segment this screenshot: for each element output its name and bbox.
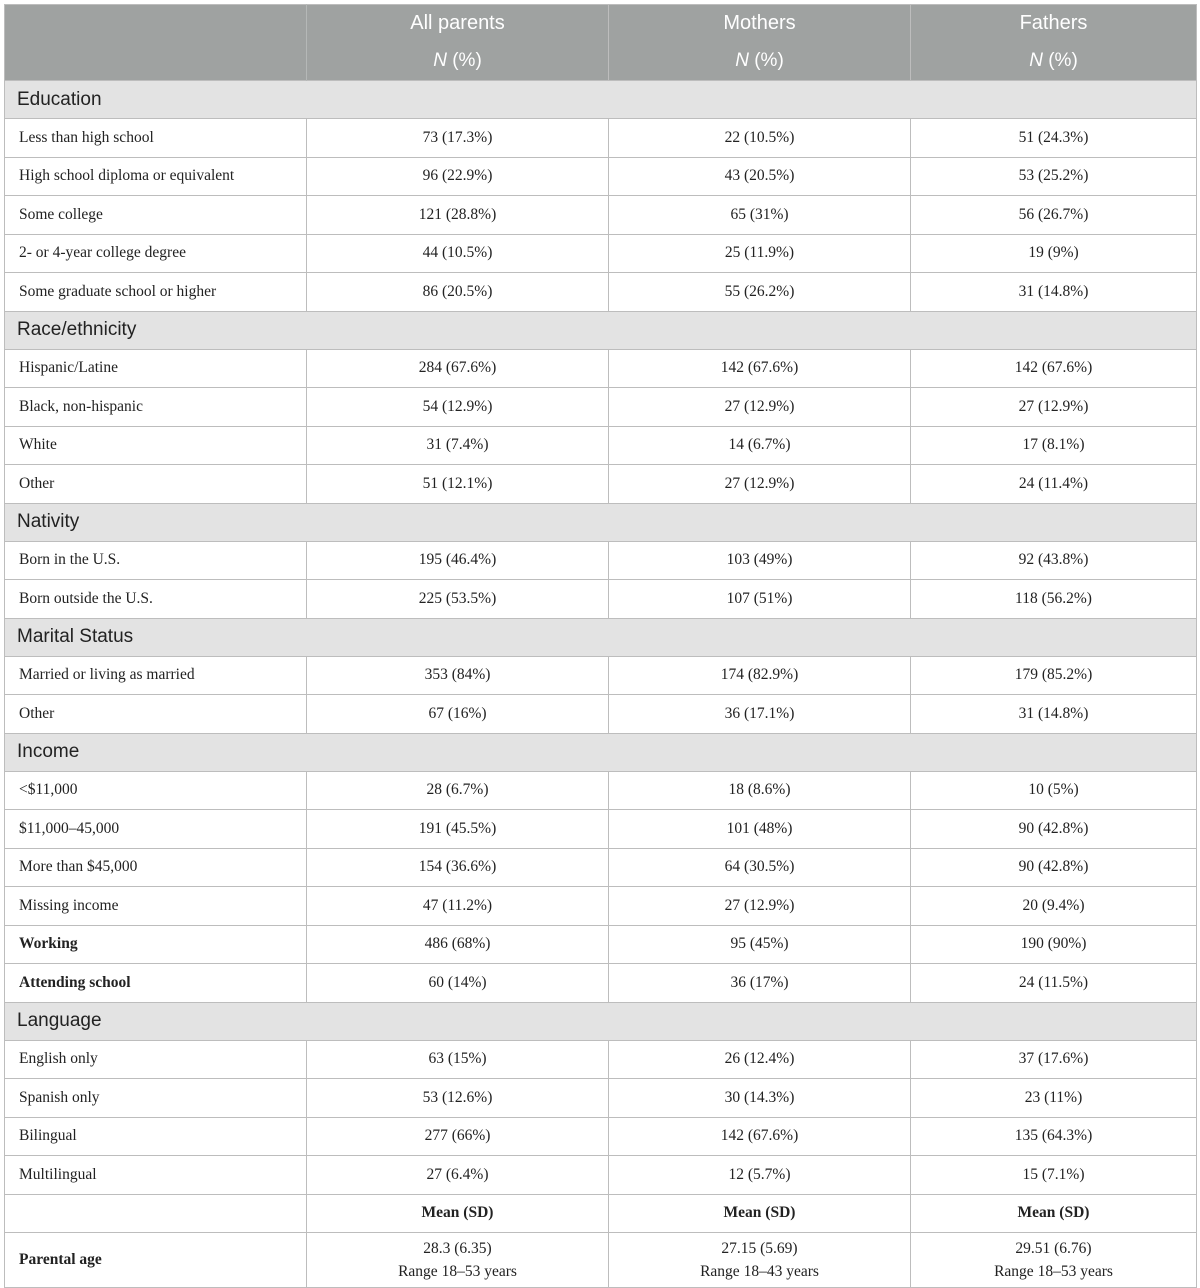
row-label: Missing income <box>5 887 307 926</box>
table-row <box>5 580 1197 619</box>
age-range: Range 18–43 years <box>700 1263 819 1280</box>
section-header-income <box>5 733 1197 771</box>
table-row <box>5 426 1197 465</box>
row-label: $11,000–45,000 <box>5 810 307 849</box>
table-row-working <box>5 925 1197 964</box>
row-label: Married or living as married <box>5 656 307 695</box>
row-label: Working <box>5 925 307 964</box>
table-header <box>5 5 1197 81</box>
cell-mothers: 142 (67.6%) <box>609 349 911 388</box>
row-label: Some graduate school or higher <box>5 273 307 312</box>
table-row <box>5 695 1197 734</box>
cell-mothers: 64 (30.5%) <box>609 848 911 887</box>
mean-sd-header-row <box>5 1194 1197 1233</box>
row-label: More than $45,000 <box>5 848 307 887</box>
cell-fathers <box>911 1233 1197 1288</box>
cell-all: 195 (46.4%) <box>307 541 609 580</box>
table-row <box>5 465 1197 504</box>
cell-mothers: 14 (6.7%) <box>609 426 911 465</box>
blank-cell <box>5 1194 307 1233</box>
cell-mothers: 26 (12.4%) <box>609 1040 911 1079</box>
cell-fathers: 19 (9%) <box>911 234 1197 273</box>
cell-all: 27 (6.4%) <box>307 1156 609 1195</box>
cell-all: 44 (10.5%) <box>307 234 609 273</box>
row-label: <$11,000 <box>5 771 307 810</box>
section-header-marital <box>5 618 1197 656</box>
cell-all: 47 (11.2%) <box>307 887 609 926</box>
header-blank-cell <box>5 5 307 81</box>
cell-fathers: 20 (9.4%) <box>911 887 1197 926</box>
row-label: Some college <box>5 196 307 235</box>
row-label: Hispanic/Latine <box>5 349 307 388</box>
cell-all: 277 (66%) <box>307 1117 609 1156</box>
row-label: Other <box>5 695 307 734</box>
age-range: Range 18–53 years <box>398 1263 517 1280</box>
cell-all: 191 (45.5%) <box>307 810 609 849</box>
cell-all: 73 (17.3%) <box>307 119 609 158</box>
table-row <box>5 771 1197 810</box>
table-row <box>5 157 1197 196</box>
cell-mothers: 30 (14.3%) <box>609 1079 911 1118</box>
row-label: High school diploma or equivalent <box>5 157 307 196</box>
table-row <box>5 541 1197 580</box>
cell-all: 225 (53.5%) <box>307 580 609 619</box>
cell-fathers: 10 (5%) <box>911 771 1197 810</box>
cell-all: 63 (15%) <box>307 1040 609 1079</box>
cell-fathers: 37 (17.6%) <box>911 1040 1197 1079</box>
age-mean: 27.15 (5.69) <box>721 1240 798 1257</box>
cell-all: 96 (22.9%) <box>307 157 609 196</box>
cell-mothers: 27 (12.9%) <box>609 887 911 926</box>
table-row <box>5 1117 1197 1156</box>
mean-sd-label-mothers: Mean (SD) <box>609 1194 911 1233</box>
cell-mothers: 95 (45%) <box>609 925 911 964</box>
cell-mothers: 27 (12.9%) <box>609 388 911 427</box>
row-label: Attending school <box>5 964 307 1003</box>
row-label: Spanish only <box>5 1079 307 1118</box>
cell-fathers: 27 (12.9%) <box>911 388 1197 427</box>
cell-mothers: 36 (17.1%) <box>609 695 911 734</box>
col-subheader-all-parents <box>307 43 609 81</box>
mean-sd-label-fathers: Mean (SD) <box>911 1194 1197 1233</box>
cell-mothers: 107 (51%) <box>609 580 911 619</box>
section-title: Education <box>5 81 1197 119</box>
cell-all: 154 (36.6%) <box>307 848 609 887</box>
n-label: N <box>735 50 749 72</box>
cell-all: 67 (16%) <box>307 695 609 734</box>
cell-mothers: 142 (67.6%) <box>609 1117 911 1156</box>
cell-all: 51 (12.1%) <box>307 465 609 504</box>
cell-fathers: 179 (85.2%) <box>911 656 1197 695</box>
cell-mothers: 25 (11.9%) <box>609 234 911 273</box>
cell-all: 31 (7.4%) <box>307 426 609 465</box>
cell-mothers: 18 (8.6%) <box>609 771 911 810</box>
section-title: Race/ethnicity <box>5 311 1197 349</box>
table-row <box>5 810 1197 849</box>
cell-fathers: 24 (11.4%) <box>911 465 1197 504</box>
age-mean: 28.3 (6.35) <box>423 1240 492 1257</box>
row-label: White <box>5 426 307 465</box>
cell-fathers: 190 (90%) <box>911 925 1197 964</box>
mean-sd-label-all: Mean (SD) <box>307 1194 609 1233</box>
row-label: English only <box>5 1040 307 1079</box>
section-title: Income <box>5 733 1197 771</box>
table-row <box>5 349 1197 388</box>
section-title: Nativity <box>5 503 1197 541</box>
cell-fathers: 135 (64.3%) <box>911 1117 1197 1156</box>
col-header-mothers: Mothers <box>609 5 911 43</box>
table-row <box>5 273 1197 312</box>
cell-fathers: 56 (26.7%) <box>911 196 1197 235</box>
table-row-parental-age <box>5 1233 1197 1288</box>
row-label: Bilingual <box>5 1117 307 1156</box>
cell-mothers: 55 (26.2%) <box>609 273 911 312</box>
cell-fathers: 51 (24.3%) <box>911 119 1197 158</box>
table-row <box>5 887 1197 926</box>
cell-fathers: 53 (25.2%) <box>911 157 1197 196</box>
demographics-table <box>4 4 1197 1288</box>
table-row <box>5 234 1197 273</box>
row-label: Parental age <box>5 1233 307 1288</box>
table-row <box>5 1040 1197 1079</box>
row-label: Less than high school <box>5 119 307 158</box>
cell-all: 60 (14%) <box>307 964 609 1003</box>
section-header-nativity <box>5 503 1197 541</box>
table-row-attending-school <box>5 964 1197 1003</box>
age-range: Range 18–53 years <box>994 1263 1113 1280</box>
row-label: Black, non-hispanic <box>5 388 307 427</box>
table-body <box>5 81 1197 1288</box>
table-row <box>5 196 1197 235</box>
cell-mothers: 27 (12.9%) <box>609 465 911 504</box>
cell-mothers: 12 (5.7%) <box>609 1156 911 1195</box>
cell-mothers: 103 (49%) <box>609 541 911 580</box>
n-label: N <box>433 50 447 72</box>
table-row <box>5 848 1197 887</box>
cell-fathers: 118 (56.2%) <box>911 580 1197 619</box>
table-row <box>5 119 1197 158</box>
section-header-race <box>5 311 1197 349</box>
cell-mothers: 65 (31%) <box>609 196 911 235</box>
cell-all: 54 (12.9%) <box>307 388 609 427</box>
cell-all <box>307 1233 609 1288</box>
cell-fathers: 90 (42.8%) <box>911 848 1197 887</box>
col-subheader-mothers <box>609 43 911 81</box>
cell-fathers: 31 (14.8%) <box>911 695 1197 734</box>
cell-all: 353 (84%) <box>307 656 609 695</box>
section-title: Language <box>5 1002 1197 1040</box>
cell-mothers: 174 (82.9%) <box>609 656 911 695</box>
table-row <box>5 1079 1197 1118</box>
row-label: Born in the U.S. <box>5 541 307 580</box>
cell-fathers: 15 (7.1%) <box>911 1156 1197 1195</box>
row-label: Multilingual <box>5 1156 307 1195</box>
col-header-fathers: Fathers <box>911 5 1197 43</box>
cell-mothers: 101 (48%) <box>609 810 911 849</box>
pct-label: (%) <box>748 50 784 72</box>
cell-all: 53 (12.6%) <box>307 1079 609 1118</box>
section-header-language <box>5 1002 1197 1040</box>
table-row <box>5 656 1197 695</box>
age-mean: 29.51 (6.76) <box>1015 1240 1092 1257</box>
cell-all: 486 (68%) <box>307 925 609 964</box>
pct-label: (%) <box>446 50 482 72</box>
cell-mothers: 43 (20.5%) <box>609 157 911 196</box>
table-row <box>5 388 1197 427</box>
cell-fathers: 17 (8.1%) <box>911 426 1197 465</box>
cell-mothers <box>609 1233 911 1288</box>
table-row <box>5 1156 1197 1195</box>
cell-fathers: 24 (11.5%) <box>911 964 1197 1003</box>
row-label: 2- or 4-year college degree <box>5 234 307 273</box>
section-title: Marital Status <box>5 618 1197 656</box>
pct-label: (%) <box>1042 50 1078 72</box>
cell-mothers: 36 (17%) <box>609 964 911 1003</box>
cell-all: 28 (6.7%) <box>307 771 609 810</box>
cell-fathers: 142 (67.6%) <box>911 349 1197 388</box>
cell-all: 121 (28.8%) <box>307 196 609 235</box>
section-header-education <box>5 81 1197 119</box>
cell-fathers: 23 (11%) <box>911 1079 1197 1118</box>
cell-fathers: 31 (14.8%) <box>911 273 1197 312</box>
col-subheader-fathers <box>911 43 1197 81</box>
n-label: N <box>1029 50 1043 72</box>
cell-all: 86 (20.5%) <box>307 273 609 312</box>
cell-mothers: 22 (10.5%) <box>609 119 911 158</box>
col-header-all-parents: All parents <box>307 5 609 43</box>
row-label: Born outside the U.S. <box>5 580 307 619</box>
cell-fathers: 92 (43.8%) <box>911 541 1197 580</box>
row-label: Other <box>5 465 307 504</box>
cell-all: 284 (67.6%) <box>307 349 609 388</box>
cell-fathers: 90 (42.8%) <box>911 810 1197 849</box>
